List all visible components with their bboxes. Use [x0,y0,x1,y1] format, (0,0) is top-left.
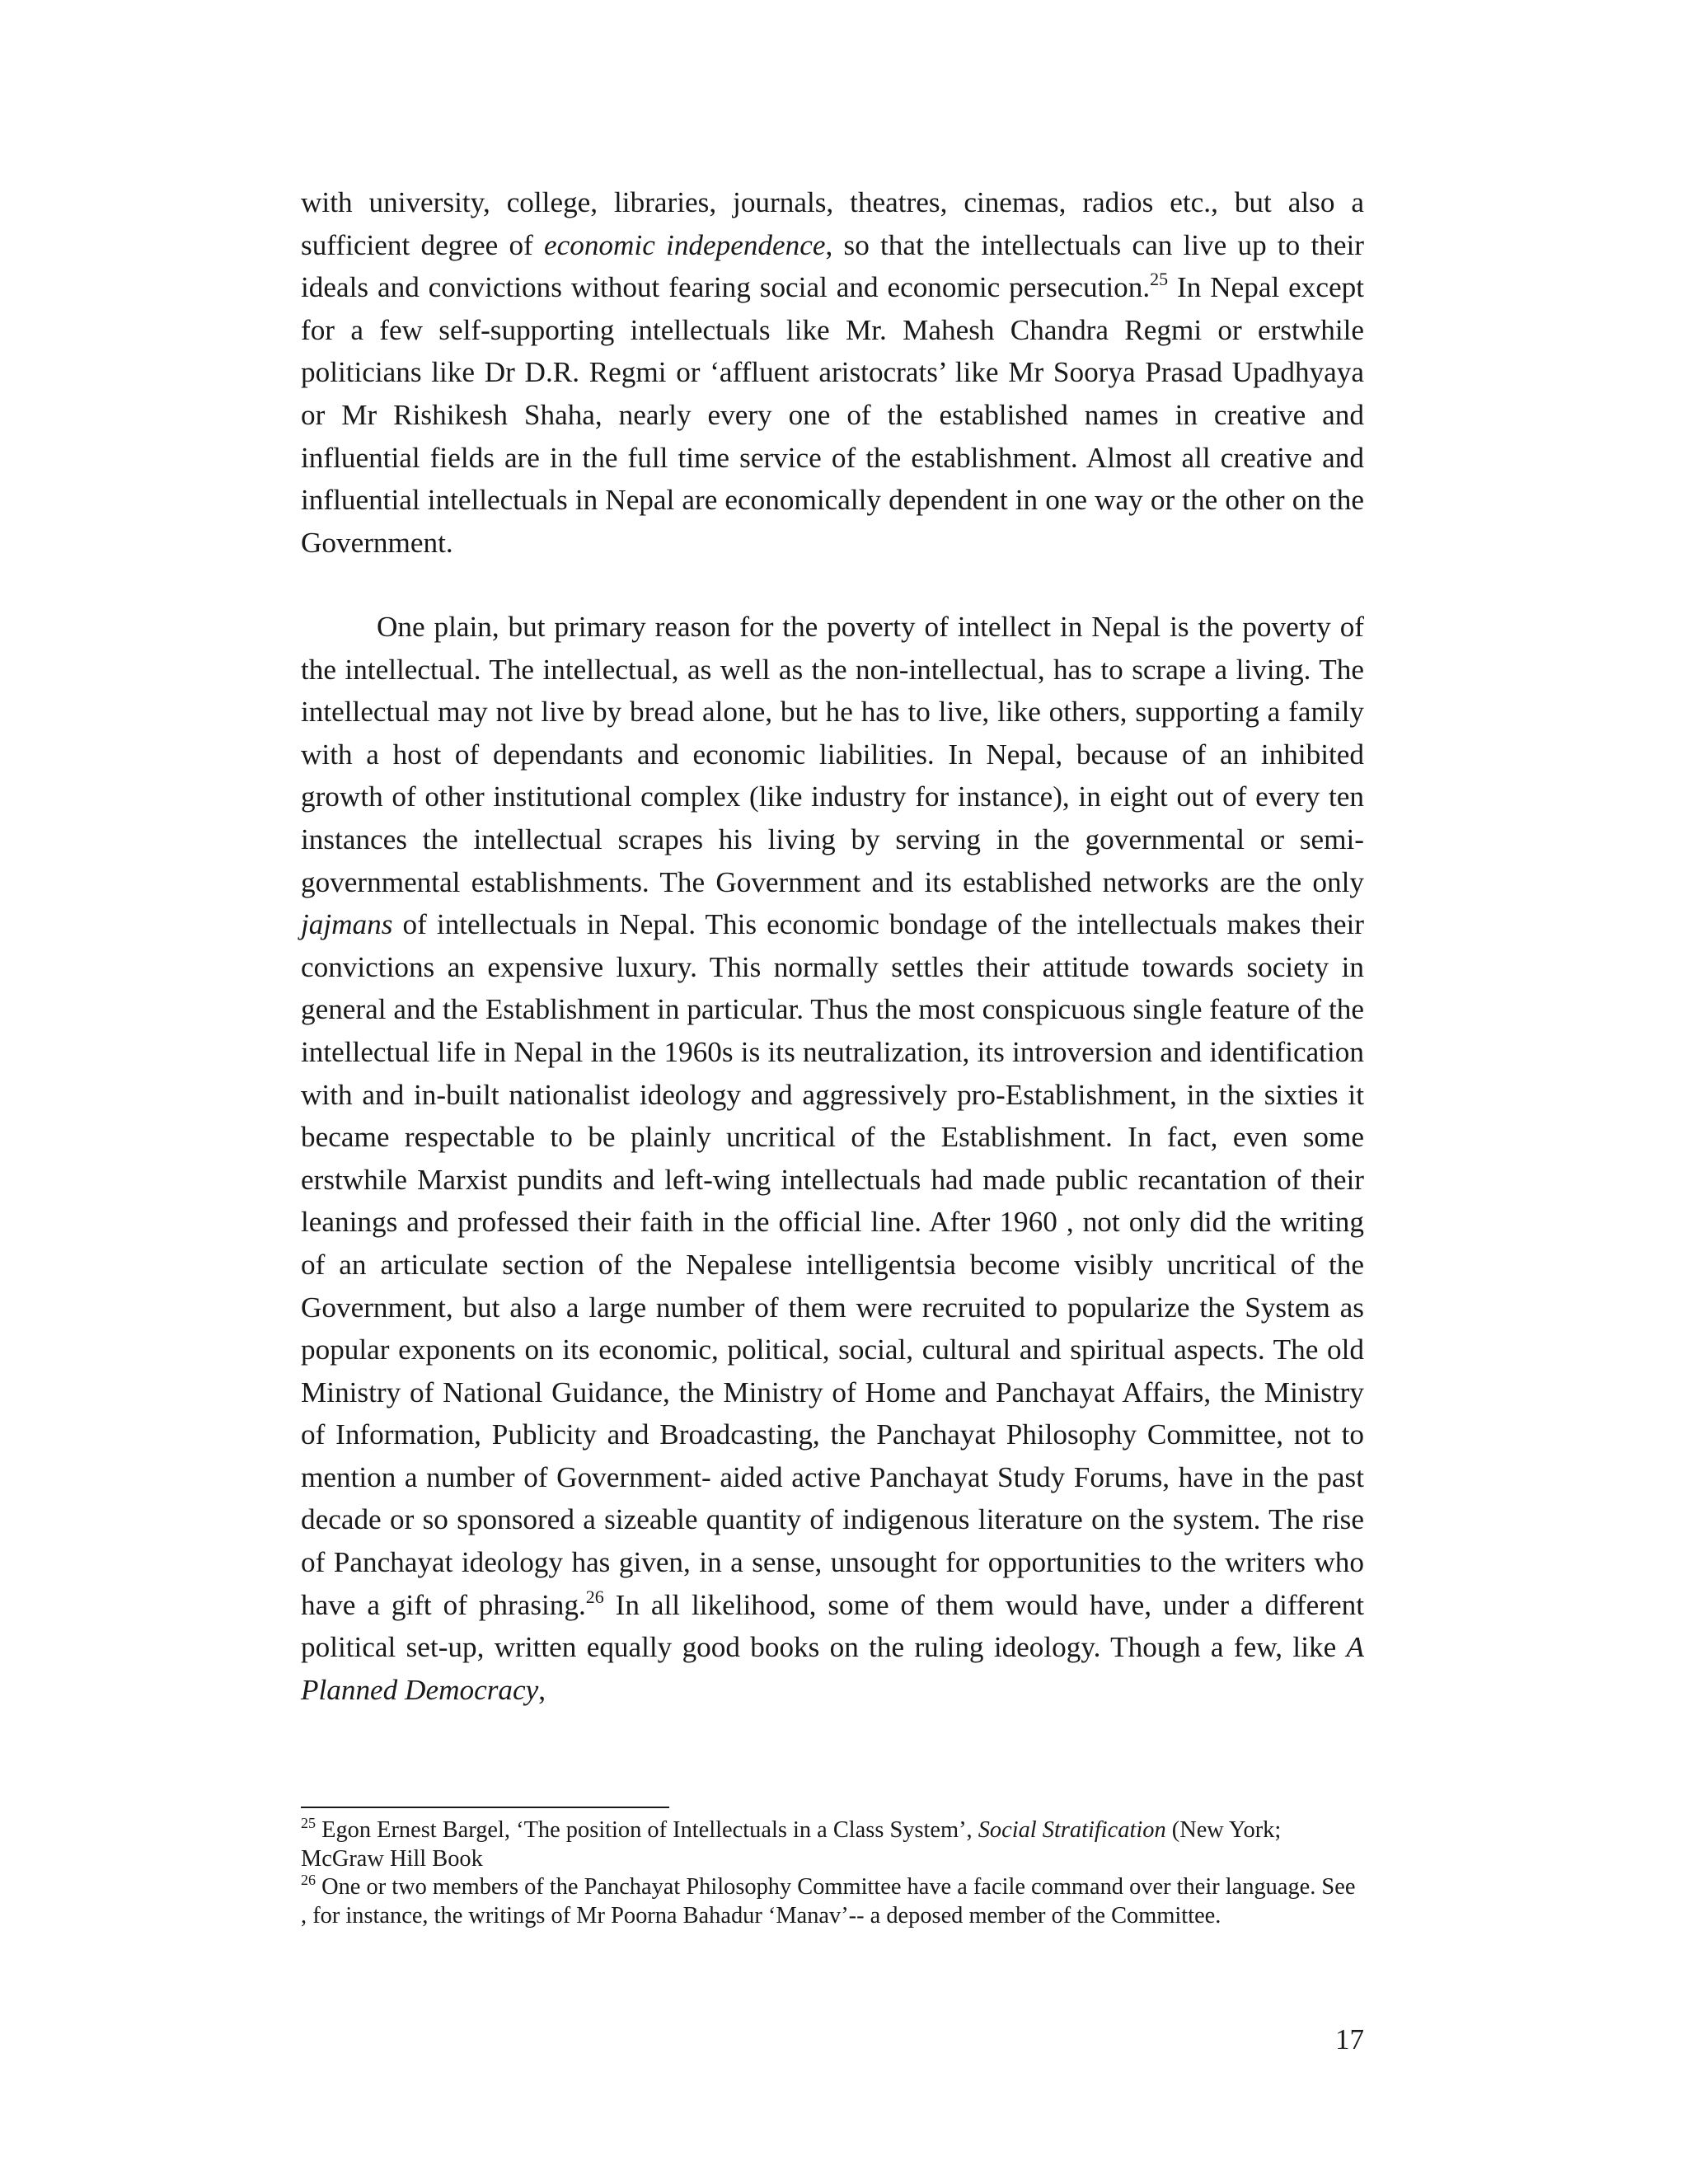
footnotes-section [301,1816,1364,1930]
italic-book-title: Social Stratification [978,1817,1166,1843]
footnote-text: One or two members of the Panchayat Philosophy Committee have a facile command over their language. See , for instance, the writings of Mr Poorna Bahadur ‘Manav’-- a deposed member of the Committee. [301,1874,1356,1929]
footnote-reference-25[interactable]: 25 [1150,269,1169,290]
paragraph-text: , [538,1673,546,1706]
paragraph-text: In Nepal except for a few self-supporting intellectuals like Mr. Mahesh Chandra Regmi or erstwhile politicians like Dr D.R. Regmi or ‘affluent aristocrats’ like Mr Soorya Prasad Upadhyaya or Mr Rishikesh Shaha, nearly every one of the established names in creative and influential fields are in the full time service of the establishment. Almost all creative and influential intellectuals in Nepal are economically dependent in one way or the other on the Government. [301,271,1364,559]
paragraph-text: , so that the intellectuals can live up to their ideals and convictions without fearing social and economic persecution. [301,228,1364,304]
paragraph-text: of intellectuals in Nepal. This economic bondage of the intellectuals makes their convictions an expensive luxury. This normally settles their attitude towards society in general and the Establishment in particular. Thus the most conspicuous single feature of the intellectual life in Nepal in the 1960s is its neutralization, its introversion and identification with and in-built nationalist ideology and aggressively pro-Establishment, in the sixties it became respectable to be plainly uncritical of the Establishment. In fact, even some erstwhile Marxist pundits and left-wing intellectuals had made public recantation of their leanings and professed their faith in the official line. After 1960 , not only did the writing of an articulate section of the Nepalese intelligentsia become visibly uncritical of the Government, but also a large number of them were recruited to popularize the System as popular exponents on its economic, political, social, cultural and spiritual aspects. The old Ministry of National Guidance, the Ministry of Home and Panchayat Affairs, the Ministry of Information, Publicity and Broadcasting, the Panchayat Philosophy Committee, not to mention a number of Government- aided active Panchayat Study Forums, have in the past decade or so sponsored a sizeable quantity of indigenous literature on the system. The rise of Panchayat ideology has given, in a sense, unsought for opportunities to the writers who have a gift of phrasing. [301,908,1364,1621]
italic-book-title: A Planned Democracy [301,1631,1364,1706]
body-paragraph-2 [301,606,1364,1711]
italic-term: economic independence [544,228,826,261]
footnote-26 [301,1873,1364,1930]
footnote-text: Egon Ernest Bargel, ‘The position of Intellectuals in a Class System’, [316,1817,978,1843]
page-number: 17 [1335,2023,1364,2055]
footnote-number: 26 [301,1872,316,1888]
footnote-number: 25 [301,1815,316,1831]
paragraph-text: with university, college, libraries, journals, theatres, cinemas, radios etc., but also a sufficient degree of [301,186,1364,261]
footnote-text: (New York; McGraw Hill Book [301,1817,1282,1872]
footnote-25 [301,1816,1364,1873]
italic-term: jajmans [301,908,393,941]
body-paragraph-1 [301,181,1364,564]
paragraph-text: One plain, but primary reason for the poverty of intellect in Nepal is the poverty of the intellectual. The intellectual, as well as the non-intellectual, has to scrape a living. The intellectual may not live by bread alone, but he has to live, like others, supporting a family with a host of dependants and economic liabilities. In Nepal, because of an inhibited growth of other institutional complex (like industry for instance), in eight out of every ten instances the intellectual scrapes his living by serving in the governmental or semi-governmental establishments. The Government and its established networks are the only [301,611,1364,898]
footnote-separator [301,1807,669,1808]
paragraph-text: In all likelihood, some of them would have, under a different political set-up, written equally good books on the ruling ideology. Though a few, like [301,1588,1364,1664]
footnote-reference-26[interactable]: 26 [585,1586,604,1607]
